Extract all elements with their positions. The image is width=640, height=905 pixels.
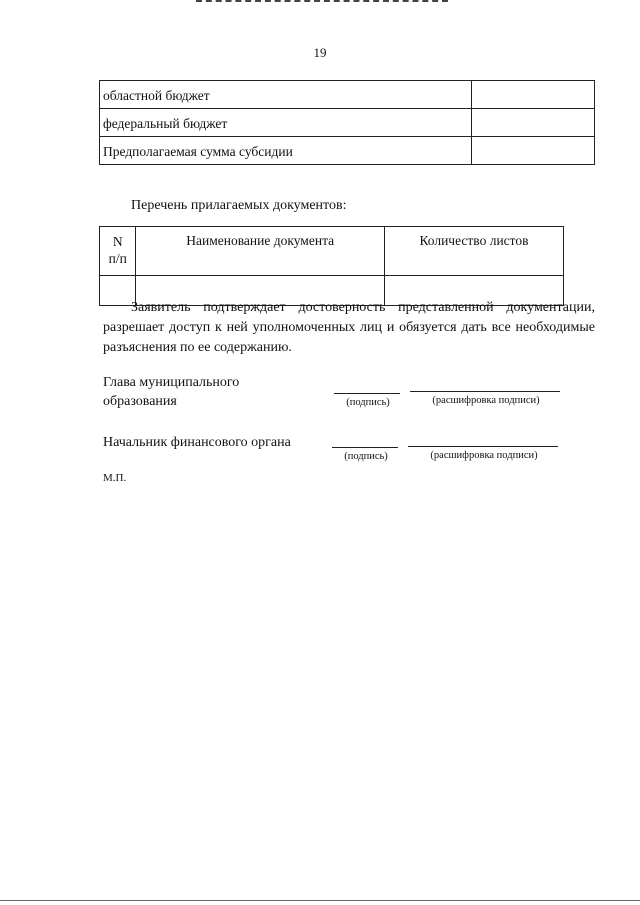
header-number-line1: N xyxy=(112,234,123,249)
stamp-place-label: М.П. xyxy=(103,472,127,484)
signer-title-head xyxy=(103,373,239,411)
budget-value xyxy=(472,81,595,109)
header-number-line2: п/п xyxy=(108,251,127,266)
decoding-caption: (расшифровка подписи) xyxy=(432,395,540,406)
table-row xyxy=(100,81,595,109)
budget-label: федеральный бюджет xyxy=(100,109,472,137)
budget-value xyxy=(472,109,595,137)
documents-list-title: Перечень прилагаемых документов: xyxy=(131,198,347,213)
page-number: 19 xyxy=(313,45,327,60)
signer-title-finance xyxy=(103,433,291,452)
table-header-row xyxy=(100,227,564,276)
bottom-border xyxy=(0,900,640,901)
table-row xyxy=(100,137,595,165)
header-number xyxy=(100,227,136,276)
decoding-line xyxy=(408,446,558,447)
documents-table xyxy=(99,226,564,306)
header-sheet-count: Количество листов xyxy=(384,227,563,276)
applicant-statement: Заявитель подтверждает достоверность представленной документации, разрешает доступ к ней уполномоченных лиц и обязуется дать все необходимые разъяснения по ее содержанию. xyxy=(103,300,595,355)
budget-table xyxy=(99,80,595,165)
signature-line xyxy=(334,393,400,394)
table-row xyxy=(100,109,595,137)
signer-title-line1: Глава муниципального xyxy=(103,375,240,390)
signer-title-line1: Начальник финансового органа xyxy=(103,435,291,450)
signature-line xyxy=(332,447,398,448)
decoding-caption: (расшифровка подписи) xyxy=(430,450,538,461)
header-document-name: Наименование документа xyxy=(136,227,385,276)
signature-caption: (подпись) xyxy=(344,451,388,462)
budget-label: Предполагаемая сумма субсидии xyxy=(100,137,472,165)
decoding-line xyxy=(410,391,560,392)
signer-title-line2: образования xyxy=(103,394,177,409)
signature-caption: (подпись) xyxy=(346,397,390,408)
budget-label: областной бюджет xyxy=(100,81,472,109)
top-dashed-border xyxy=(196,0,448,5)
budget-value xyxy=(472,137,595,165)
